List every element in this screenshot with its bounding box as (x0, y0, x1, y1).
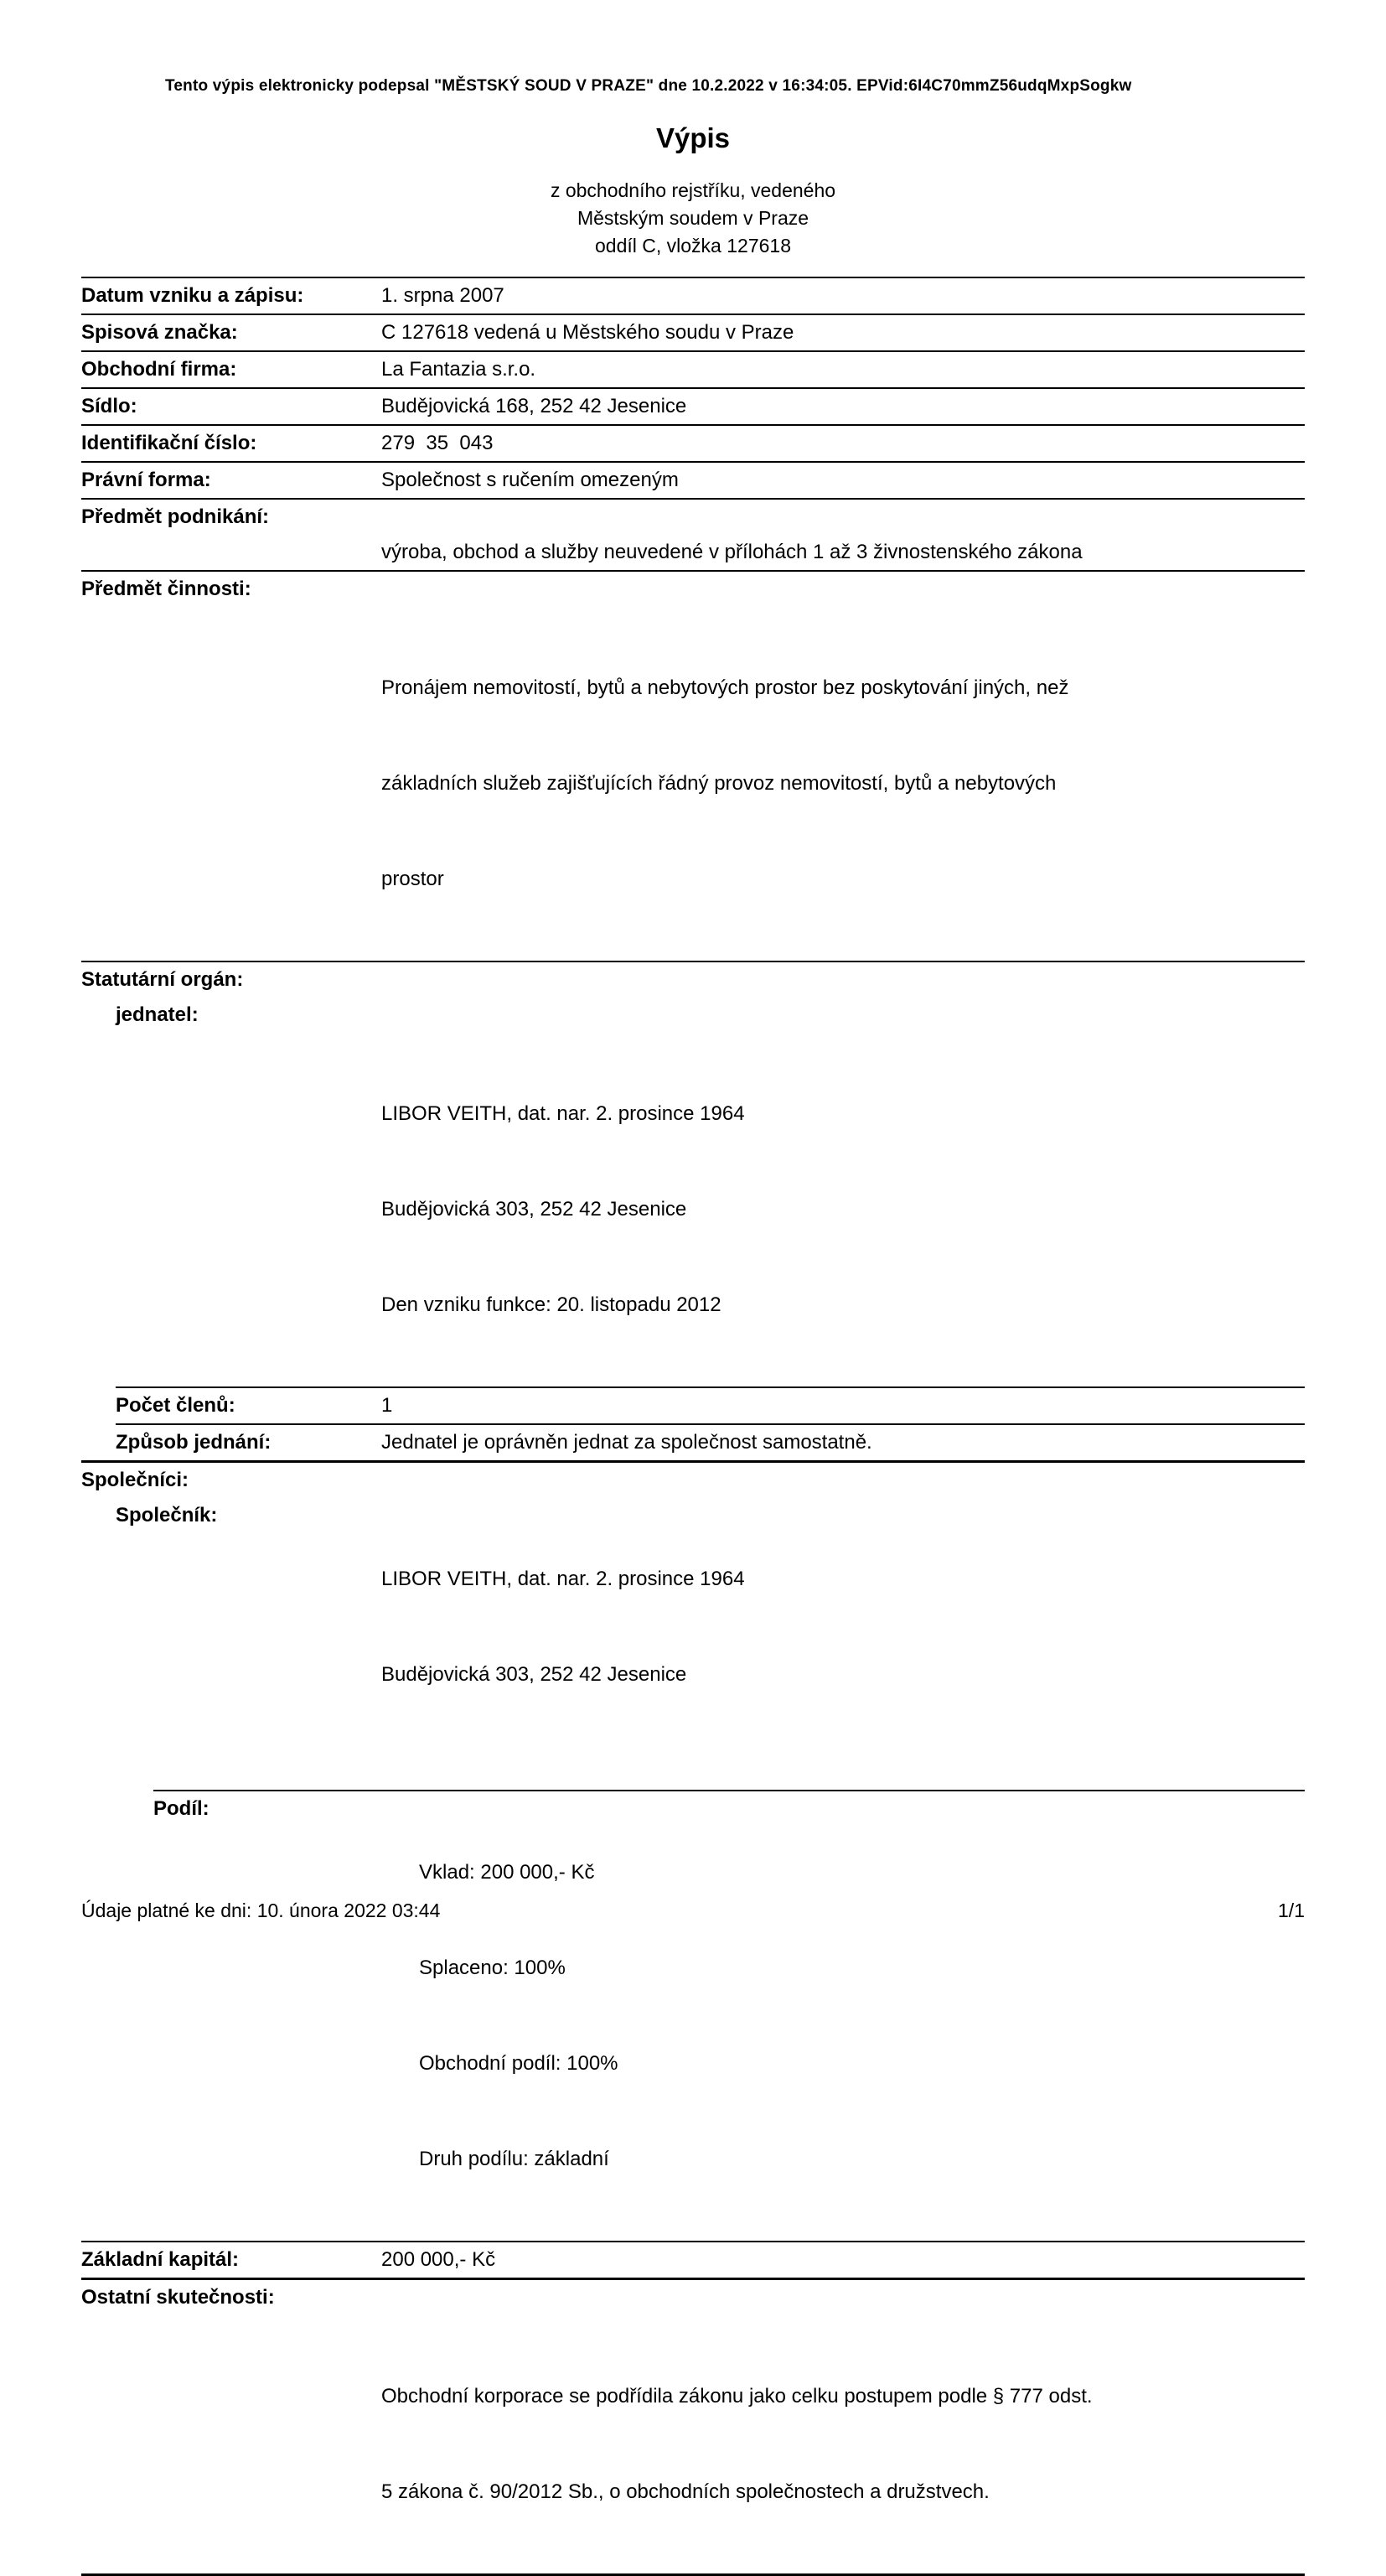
subtitle-line-3: oddíl C, vložka 127618 (595, 235, 791, 257)
statutarni-organ-label: Statutární orgán: (81, 968, 244, 991)
ostatni-skutecnosti-value (381, 2317, 1305, 2572)
datum-vzniku-value: 1. srpna 2007 (381, 284, 504, 307)
row-statutarni-organ (81, 962, 1305, 998)
obchodni-firma-label: Obchodní firma: (81, 358, 237, 381)
jednatel-line-2: Budějovická 303, 252 42 Jesenice (381, 1198, 687, 1221)
spolecnik-line-1: LIBOR VEITH, dat. nar. 2. prosince 1964 (381, 1568, 745, 1590)
spisova-znacka-value: C 127618 vedená u Městského soudu v Praze (381, 321, 794, 344)
podil-value (381, 1793, 1305, 2239)
row-spisova-znacka (81, 315, 1305, 350)
predmet-cinnosti-line-3: prostor (381, 868, 444, 890)
ostatni-skutecnosti-label: Ostatní skutečnosti: (81, 2286, 275, 2309)
row-predmet-cinnosti-value (81, 607, 1305, 961)
row-pocet-clenu (81, 1388, 1305, 1423)
empty-cell (381, 964, 1305, 996)
zakladni-kapital-label: Základní kapitál: (81, 2248, 240, 2271)
podil-vklad: Vklad: 200 000,- Kč (419, 1861, 595, 1884)
jednatel-line-1: LIBOR VEITH, dat. nar. 2. prosince 1964 (381, 1102, 745, 1125)
row-datum-vzniku (81, 278, 1305, 314)
document-subtitle (0, 177, 1386, 260)
spolecnik-value (381, 1500, 1305, 1754)
row-identifikacni-cislo (81, 426, 1305, 461)
datum-vzniku-label: Datum vzniku a zápisu: (81, 284, 304, 307)
predmet-podnikani-label: Předmět podnikání: (81, 505, 270, 528)
jednatel-value (381, 1034, 1305, 1385)
empty-cell (381, 999, 1305, 1031)
obchodni-firma-value: La Fantazia s.r.o. (381, 358, 536, 381)
ostatni-skutecnosti-line-1: Obchodní korporace se podřídila zákonu jako celku postupem podle § 777 odst. (381, 2385, 1093, 2408)
podil-obchodni-podil: Obchodní podíl: 100% (419, 2052, 618, 2075)
document-title: Výpis (655, 122, 731, 153)
empty-cell (381, 2282, 1305, 2314)
predmet-cinnosti-line-2: základních služeb zajišťujících řádný provoz nemovitostí, bytů a nebytových (381, 772, 1057, 795)
zpusob-jednani-value: Jednatel je oprávněn jednat za společnost samostatně. (381, 1431, 872, 1454)
empty-cell (81, 536, 381, 568)
predmet-cinnosti-line-1: Pronájem nemovitostí, bytů a nebytových prostor bez poskytování jiných, než (381, 676, 1069, 699)
ostatni-skutecnosti-line-2: 5 zákona č. 90/2012 Sb., o obchodních společnostech a družstvech. (381, 2480, 990, 2503)
predmet-podnikani-value: výroba, obchod a služby neuvedené v přílohách 1 až 3 živnostenského zákona (381, 541, 1083, 563)
podil-splaceno: Splaceno: 100% (419, 1957, 566, 1979)
zpusob-jednani-label: Způsob jednání: (116, 1431, 272, 1454)
pravni-forma-label: Právní forma: (81, 469, 211, 491)
empty-cell (381, 501, 1305, 533)
electronic-signature-line: Tento výpis elektronicky podepsal "MĚSTSKÝ SOUD V PRAZE" dne 10.2.2022 v 16:34:05. EPVid:6I4C70mmZ56udqMxpSogkw (165, 77, 1132, 95)
identifikacni-cislo-value: 279 35 043 (381, 432, 494, 454)
pocet-clenu-value: 1 (381, 1394, 393, 1417)
sidlo-label: Sídlo: (81, 395, 137, 417)
row-sidlo (81, 389, 1305, 424)
row-zakladni-kapital (81, 2242, 1305, 2278)
spolecnici-label: Společníci: (81, 1469, 189, 1491)
spolecnik-label: Společník: (116, 1504, 218, 1526)
empty-cell (81, 609, 381, 959)
empty-cell (381, 1464, 1305, 1496)
row-spolecnik (81, 1498, 1305, 1756)
podil-druh-podilu: Druh podílu: základní (419, 2148, 609, 2170)
subtitle-line-1: z obchodního rejstříku, vedeného (550, 179, 836, 201)
subtitle-line-2: Městským soudem v Praze (577, 207, 809, 229)
pravni-forma-value: Společnost s ručením omezeným (381, 469, 679, 491)
footer-valid-as-of: Údaje platné ke dni: 10. února 2022 03:44 (81, 1900, 441, 1921)
row-podil (81, 1791, 1305, 2241)
footer-page-number: 1/1 (1278, 1900, 1305, 1921)
identifikacni-cislo-label: Identifikační číslo: (81, 432, 257, 454)
row-pravni-forma (81, 463, 1305, 498)
register-table (81, 277, 1305, 2576)
empty-cell (81, 2317, 381, 2572)
spisova-znacka-label: Spisová značka: (81, 321, 238, 344)
podil-label: Podíl: (153, 1797, 209, 1820)
row-predmet-cinnosti-label (81, 572, 1305, 607)
jednatel-label: jednatel: (116, 1003, 199, 1026)
zakladni-kapital-value: 200 000,- Kč (381, 2248, 496, 2271)
row-jednatel-label (81, 998, 1305, 1033)
jednatel-line-3: Den vzniku funkce: 20. listopadu 2012 (381, 1293, 721, 1316)
blank-gap (81, 1756, 1305, 1790)
row-obchodni-firma (81, 352, 1305, 387)
row-zpusob-jednani (81, 1425, 1305, 1460)
predmet-cinnosti-label: Předmět činnosti: (81, 578, 251, 600)
row-predmet-podnikani-label (81, 500, 1305, 535)
row-predmet-podnikani-value (81, 535, 1305, 570)
spolecnik-line-2: Budějovická 303, 252 42 Jesenice (381, 1663, 687, 1686)
row-ostatni-skutecnosti-value (81, 2315, 1305, 2573)
row-ostatni-skutecnosti-label (81, 2280, 1305, 2315)
pocet-clenu-label: Počet členů: (116, 1394, 235, 1417)
page-footer (81, 1900, 1305, 1922)
empty-cell (81, 1034, 381, 1385)
empty-cell (381, 573, 1305, 605)
predmet-cinnosti-value (381, 609, 1305, 959)
sidlo-value: Budějovická 168, 252 42 Jesenice (381, 395, 687, 417)
row-spolecnici (81, 1463, 1305, 1498)
row-jednatel-value (81, 1033, 1305, 1386)
